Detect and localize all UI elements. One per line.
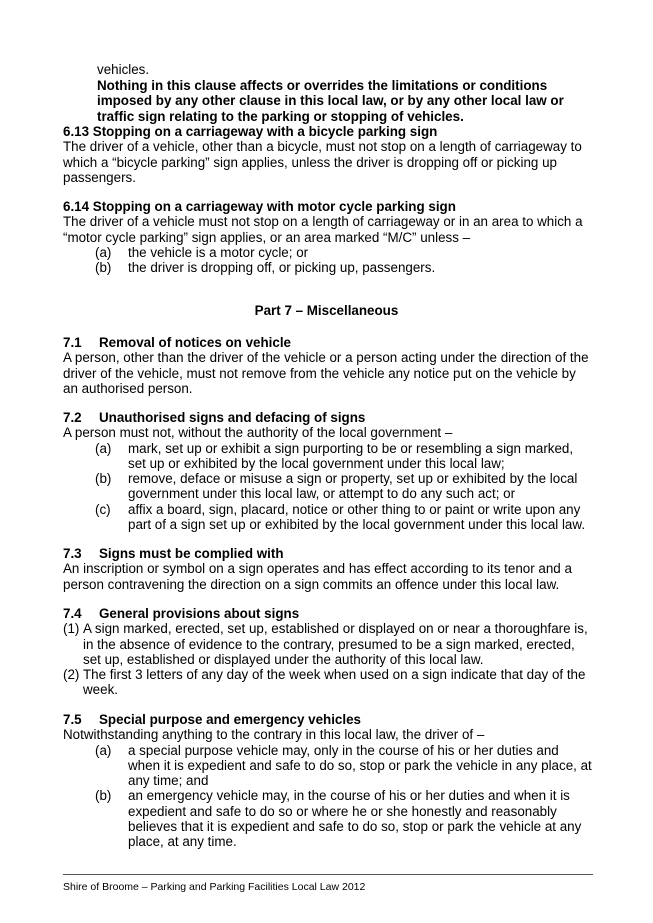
section-title: General provisions about signs (99, 606, 300, 621)
list-item (63, 667, 593, 698)
section-title: Unauthorised signs and defacing of signs (99, 410, 366, 425)
section-heading: 6.14 Stopping on a carriageway with motor cycle parking sign (63, 199, 456, 214)
continuation-text: vehicles. (97, 62, 150, 77)
item-text: a special purpose vehicle may, only in the course of his or her duties and when it is expedient and safe to do so, stop or park the vehicle in any place, at any time; and (128, 742, 592, 789)
item-label: (b) (95, 260, 112, 276)
section-body: An inscription or symbol on a sign operates and has effect according to its tenor and a person contravening the direction on a sign commits an offence under this local law. (63, 561, 572, 592)
item-label: (a) (95, 440, 112, 456)
item-label: (b) (95, 471, 112, 487)
section-heading (63, 546, 593, 561)
section-body: The driver of a vehicle must not stop on a length of carriageway or in an area to which a “motor cycle parking” sign applies, or an area marked “M/C” unless – (63, 214, 583, 245)
item-text: affix a board, sign, placard, notice or other thing to or paint or write upon any part of a sign set up or exhibited by the local government under this local law. (128, 501, 586, 533)
section-7-3 (63, 546, 593, 592)
item-text: mark, set up or exhibit a sign purporting to be or resembling a sign marked, set up or exhibited by the local government under this local law; (128, 440, 574, 471)
section-title: Removal of notices on vehicle (99, 335, 291, 350)
section-6-13 (63, 124, 593, 185)
section-heading (63, 712, 593, 727)
section-heading: 6.13 Stopping on a carriageway with a bicycle parking sign (63, 124, 438, 139)
section-heading (63, 335, 593, 350)
section-title: Signs must be complied with (99, 546, 284, 561)
list-item (63, 621, 593, 667)
section-7-1 (63, 335, 593, 396)
section-number: 7.3 (63, 546, 82, 561)
list-item (63, 441, 593, 472)
item-text: The first 3 letters of any day of the week when used on a sign indicate that day of the week. (83, 667, 586, 698)
list-item (63, 471, 593, 502)
section-body: Notwithstanding anything to the contrary in this local law, the driver of – (63, 727, 485, 743)
section-body: A person, other than the driver of the vehicle or a person acting under the direction of the driver of the vehicle, must not remove from the vehicle any notice put on the vehicle by an authorised person. (63, 350, 589, 396)
item-label: (a) (95, 244, 112, 260)
section-number: 7.2 (63, 410, 82, 425)
section-heading (63, 606, 593, 621)
section-body: The driver of a vehicle, other than a bicycle, must not stop on a length of carriageway to which a “bicycle parking” sign applies, unless the driver is dropping off or picking up passengers. (63, 139, 582, 185)
clause-note: Nothing in this clause affects or overrides the limitations or conditions imposed by any other clause in this local law, or by any other local law or traffic sign relating to the parking or stopping of vehicles. (97, 78, 564, 124)
section-7-5 (63, 712, 593, 850)
list-item (63, 788, 593, 849)
footer-divider (63, 874, 593, 875)
list-item (63, 743, 593, 789)
list-item (63, 260, 593, 275)
section-7-4 (63, 606, 593, 698)
item-text: A sign marked, erected, set up, established or displayed on or near a thoroughfare is, in the absence of evidence to the contrary, presumed to be a sign marked, erected, set up, established or displayed under the authority of this local law. (83, 621, 588, 667)
item-text: remove, deface or misuse a sign or property, set up or exhibited by the local government under this local law, or attempt to do any such act; or (128, 471, 578, 502)
part-heading: Part 7 – Miscellaneous (254, 303, 399, 318)
section-number: 7.1 (63, 335, 82, 350)
item-label: (a) (95, 742, 112, 758)
item-text: the vehicle is a motor cycle; or (128, 244, 309, 260)
page-footer: Shire of Broome – Parking and Parking Facilities Local Law 2012 (63, 881, 366, 893)
section-number: 7.5 (63, 712, 82, 727)
list-item (63, 502, 593, 533)
item-label: (b) (95, 788, 112, 804)
item-label: (c) (95, 501, 111, 517)
item-text: an emergency vehicle may, in the course of his or her duties and when it is expedient and safe to do so or where he or she honestly and reasonably believes that it is expedient and safe to do so, stop or park the vehicle at any place, at any time. (128, 788, 582, 850)
section-heading (63, 410, 593, 425)
list-item (63, 245, 593, 260)
section-number: 7.4 (63, 606, 82, 621)
item-text: the driver is dropping off, or picking up, passengers. (128, 260, 436, 276)
section-7-2 (63, 410, 593, 532)
section-body: A person must not, without the authority of the local government – (63, 425, 453, 441)
item-label: (2) (63, 667, 80, 683)
section-title: Special purpose and emergency vehicles (99, 712, 361, 727)
section-6-14 (63, 199, 593, 275)
item-label: (1) (63, 621, 80, 637)
